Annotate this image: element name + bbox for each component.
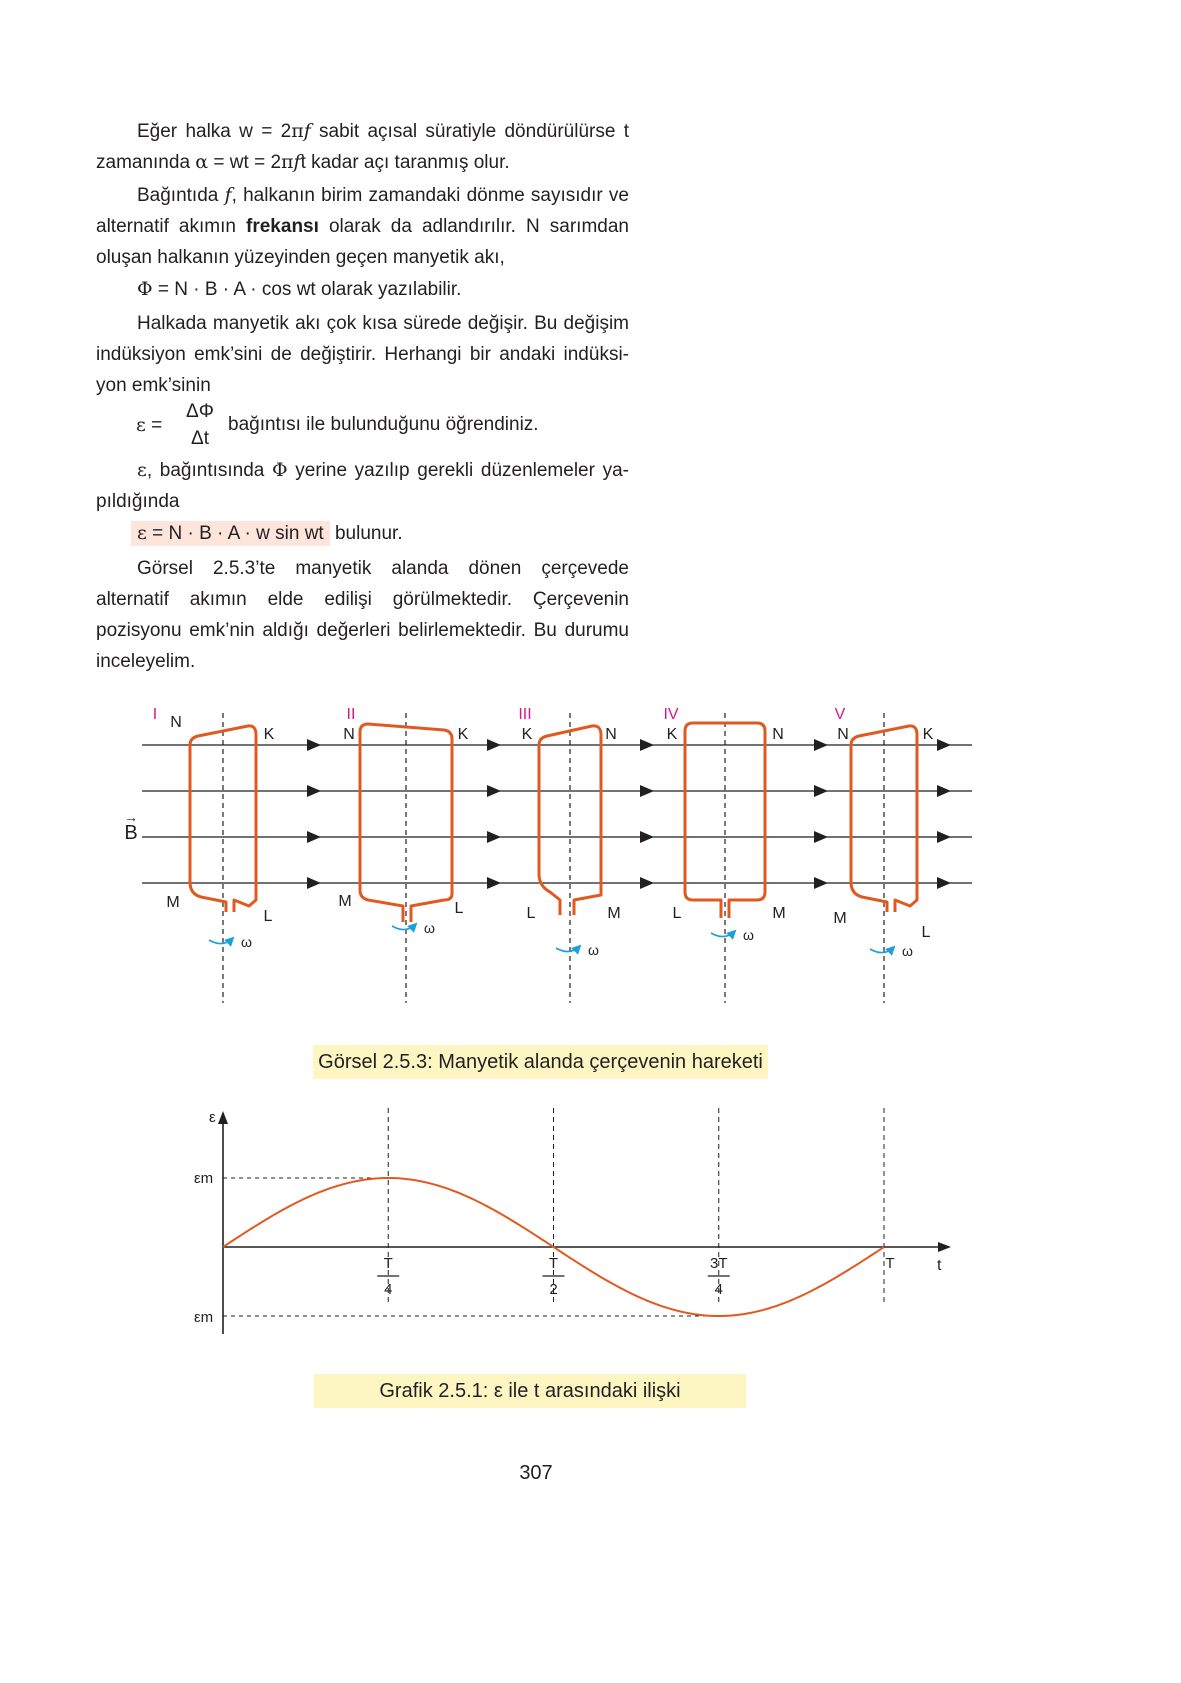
corner-label: K bbox=[922, 726, 934, 743]
y-axis-arrow-icon bbox=[218, 1111, 228, 1124]
omega-arrow-icon bbox=[209, 938, 233, 944]
frame-roman-numeral: IV bbox=[663, 706, 679, 723]
corner-label: N bbox=[170, 714, 182, 731]
field-arrow-icon bbox=[640, 877, 654, 889]
paragraph-6: ε, bağıntısında Φ yerine yazılıp gerekli düzenlemeler ya-pıldığında bbox=[96, 459, 629, 512]
figure-layer bbox=[142, 706, 972, 1003]
corner-label: K bbox=[666, 726, 678, 743]
tick-label-numerator: 3T bbox=[709, 1255, 728, 1272]
field-arrow-icon bbox=[937, 739, 951, 751]
field-arrow-icon bbox=[814, 831, 828, 843]
corner-label: N bbox=[343, 726, 355, 743]
flux-equation: Φ = N · B · A · cos wt olarak yazılabilir. bbox=[137, 278, 462, 300]
corner-label: M bbox=[833, 910, 847, 927]
fraction-text: bağıntısı ile bulunduğunu öğrendiniz. bbox=[228, 414, 539, 435]
corner-label: K bbox=[263, 726, 275, 743]
frame-roman-numeral: I bbox=[152, 706, 158, 723]
emf-formula: ε = N · B · A · w sin wt bulunur. bbox=[131, 518, 631, 549]
field-arrow-icon bbox=[487, 739, 501, 751]
field-vector-label: → B bbox=[121, 812, 141, 845]
corner-label: K bbox=[457, 726, 469, 743]
field-arrow-icon bbox=[640, 785, 654, 797]
corner-label: N bbox=[605, 726, 617, 743]
field-arrow-icon bbox=[307, 785, 321, 797]
paragraph-2: Bağıntıda f, halkanın birim zamandaki dönme sayısıdır ve alternatif akımın frekansı olarak da adlandırılır. N sarımdan oluşan halkanın yüzeyinden geçen manyetik akı, bbox=[96, 184, 629, 268]
corner-label: N bbox=[837, 726, 849, 743]
corner-label: L bbox=[672, 905, 682, 922]
page-number: 307 bbox=[519, 1462, 553, 1484]
corner-label: M bbox=[607, 905, 621, 922]
tick-label-denominator: 2 bbox=[549, 1281, 558, 1298]
rotating-frame bbox=[685, 723, 765, 918]
corner-label: L bbox=[921, 924, 931, 941]
y-axis-label: ε bbox=[209, 1109, 216, 1126]
field-arrow-icon bbox=[307, 877, 321, 889]
rotating-frame bbox=[360, 724, 452, 922]
omega-arrow-icon bbox=[711, 931, 735, 937]
omega-label: ω bbox=[902, 943, 913, 959]
chart-layer bbox=[194, 1108, 951, 1334]
corner-label: M bbox=[772, 905, 786, 922]
field-arrow-icon bbox=[640, 739, 654, 751]
corner-label: L bbox=[526, 905, 536, 922]
y-max-label: εm bbox=[194, 1170, 214, 1187]
omega-label: ω bbox=[588, 942, 599, 958]
figure-caption: Görsel 2.5.3: Manyetik alanda çerçevenin hareketi bbox=[313, 1045, 768, 1079]
field-arrow-icon bbox=[814, 785, 828, 797]
omega-arrow-icon bbox=[870, 947, 894, 953]
fraction-numerator: ΔΦ bbox=[186, 401, 214, 422]
field-arrow-icon bbox=[487, 831, 501, 843]
field-arrow-icon bbox=[487, 877, 501, 889]
corner-label: M bbox=[166, 894, 180, 911]
field-arrow-icon bbox=[307, 739, 321, 751]
rotating-frame bbox=[851, 726, 917, 912]
fraction-denominator: Δt bbox=[191, 428, 209, 449]
corner-label: N bbox=[772, 726, 784, 743]
rotating-frame bbox=[539, 726, 601, 915]
x-axis-arrow-icon bbox=[938, 1242, 951, 1252]
corner-label: M bbox=[338, 893, 352, 910]
y-min-label: εm bbox=[194, 1309, 214, 1326]
chart-caption: Grafik 2.5.1: ε ile t arasındaki ilişki bbox=[314, 1374, 746, 1408]
frame-roman-numeral: III bbox=[518, 706, 532, 723]
field-arrow-icon bbox=[937, 877, 951, 889]
paragraph-8: Görsel 2.5.3’te manyetik alanda dönen çerçevede alternatif akımın elde edilişi görülmektedir. Çerçevenin pozisyonu emk’nin aldığı değerleri belirlemektedir. Bu durumu inceleyelim. bbox=[96, 558, 629, 672]
field-arrow-icon bbox=[814, 877, 828, 889]
tick-label-numerator: T bbox=[885, 1255, 895, 1272]
vector-arrow-icon: → bbox=[124, 809, 138, 825]
field-arrow-icon bbox=[814, 739, 828, 751]
frame-roman-numeral: II bbox=[346, 706, 356, 723]
tick-label-denominator: 4 bbox=[384, 1281, 393, 1298]
omega-arrow-icon bbox=[392, 924, 416, 930]
field-arrow-icon bbox=[937, 831, 951, 843]
tick-label-numerator: T bbox=[548, 1255, 559, 1272]
field-arrow-icon bbox=[937, 785, 951, 797]
x-axis-label: t bbox=[937, 1257, 942, 1274]
corner-label: K bbox=[521, 726, 533, 743]
frame-roman-numeral: V bbox=[834, 706, 846, 723]
field-arrow-icon bbox=[640, 831, 654, 843]
tick-label-denominator: 4 bbox=[714, 1281, 723, 1298]
omega-arrow-icon bbox=[556, 946, 580, 952]
omega-label: ω bbox=[241, 934, 252, 950]
tick-label-numerator: T bbox=[383, 1255, 393, 1272]
field-arrow-icon bbox=[307, 831, 321, 843]
omega-label: ω bbox=[424, 920, 435, 936]
omega-label: ω bbox=[743, 927, 754, 943]
field-arrow-icon bbox=[487, 785, 501, 797]
paragraph-1: Eğer halka w = 2πf sabit açısal süratiyle döndürülürse t zamanında α = wt = 2πft kadar açı taranmış olur. bbox=[96, 120, 629, 173]
paragraph-4: Halkada manyetik akı çok kısa sürede değişir. Bu değişim indüksiyon emk’sini de değiştirir. Herhangi bir andaki indüksi-yon emk’sinin bbox=[96, 313, 629, 396]
corner-label: L bbox=[263, 908, 273, 925]
corner-label: L bbox=[454, 900, 464, 917]
highlighted-formula: ε = N · B · A · w sin wt bbox=[131, 521, 330, 546]
rotating-frame bbox=[190, 726, 256, 912]
emf-sine-curve bbox=[223, 1178, 884, 1316]
